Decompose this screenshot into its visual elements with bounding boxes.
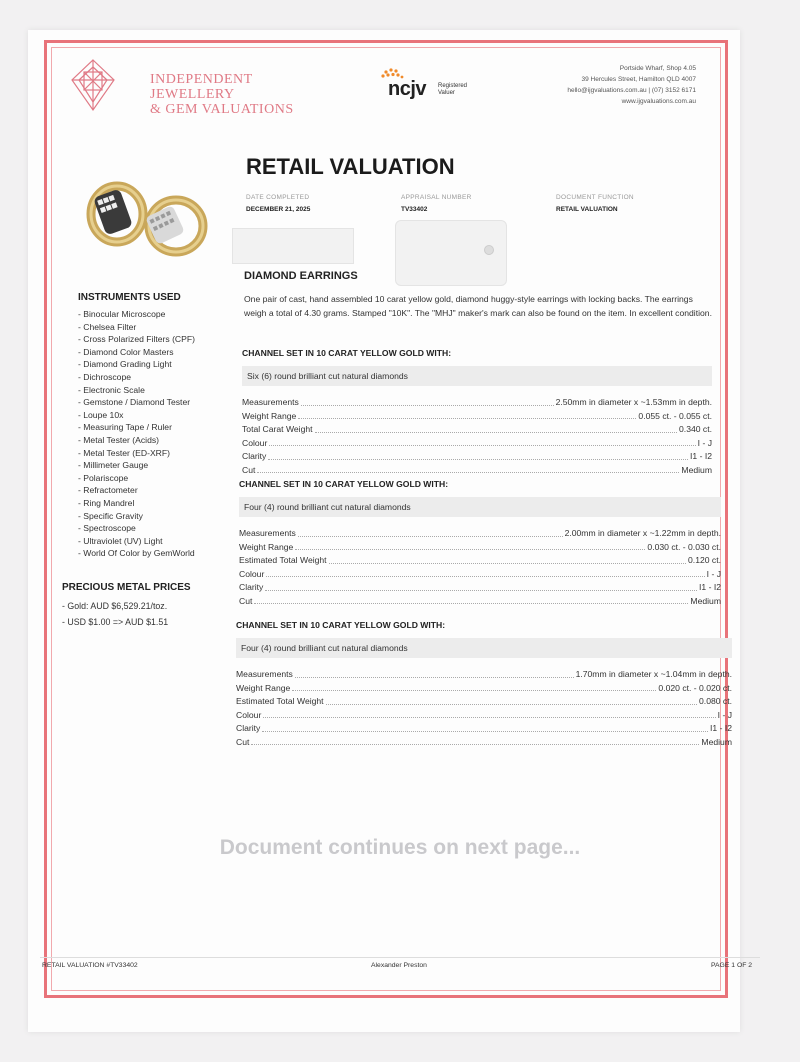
- spec-value: 0.120 ct.: [688, 555, 721, 565]
- dot-leader: [295, 541, 645, 551]
- metal-prices-panel: [62, 582, 191, 630]
- spec-key: Cut: [242, 464, 256, 475]
- section-heading: CHANNEL SET IN 10 CARAT YELLOW GOLD WITH:: [236, 620, 446, 630]
- meta-appraisal-number: [401, 194, 472, 213]
- spec-row: [242, 423, 712, 437]
- spec-value: I1 - I2: [699, 582, 721, 592]
- ncjv-sub-2: Valuer: [438, 90, 455, 96]
- ncjv-sub-1: Registered: [438, 83, 468, 89]
- spec-value: Medium: [681, 464, 712, 475]
- dot-leader: [257, 464, 679, 474]
- list-item: - Ultraviolet (UV) Light: [78, 535, 163, 546]
- footer-page-number: PAGE 1 OF 2: [711, 962, 753, 969]
- dot-leader: [254, 595, 688, 605]
- list-item: - Gemstone / Diamond Tester: [78, 397, 191, 408]
- contact-line: Portside Wharf, Shop 4.05: [619, 65, 696, 72]
- list-item: - Diamond Grading Light: [78, 359, 172, 370]
- stone-section-3: [236, 620, 732, 749]
- list-item: - Loupe 10x: [78, 409, 124, 420]
- spec-row: [236, 668, 732, 682]
- spec-key: Measurements: [236, 669, 293, 679]
- price-item: - USD $1.00 => AUD $1.51: [62, 617, 169, 627]
- spec-value: I - J: [697, 437, 712, 448]
- list-item: - Ring Mandrel: [78, 497, 135, 508]
- section-heading: CHANNEL SET IN 10 CARAT YELLOW GOLD WITH:: [239, 479, 449, 489]
- earrings-photo: [84, 180, 212, 260]
- stone-section-2: [239, 479, 721, 608]
- dot-leader: [251, 736, 699, 746]
- spec-row: [239, 581, 721, 595]
- dot-leader: [295, 668, 574, 678]
- list-item: - Refractometer: [78, 485, 138, 496]
- dot-leader: [263, 709, 715, 719]
- list-item: - Millimeter Gauge: [78, 460, 149, 471]
- spec-value: Medium: [701, 736, 732, 747]
- spec-row: [239, 527, 721, 541]
- section-summary-bar: Four (4) round brilliant cut natural diamonds: [236, 638, 732, 658]
- spec-key: Weight Range: [239, 541, 294, 552]
- list-item: - Measuring Tape / Ruler: [78, 422, 172, 433]
- dot-leader: [292, 682, 656, 692]
- dot-leader: [298, 527, 563, 537]
- dot-leader: [269, 437, 695, 447]
- list-item: - Diamond Color Masters: [78, 346, 174, 357]
- meta-value: DECEMBER 21, 2025: [246, 206, 311, 213]
- spec-value: Medium: [690, 595, 721, 606]
- meta-value: TV33402: [401, 206, 428, 213]
- instruments-title: INSTRUMENTS USED: [78, 292, 181, 303]
- list-item: - Dichroscope: [78, 371, 132, 382]
- spec-row: [236, 682, 732, 696]
- dot-leader: [262, 722, 708, 732]
- dot-leader: [298, 410, 636, 420]
- list-item: - World Of Color by GemWorld: [78, 548, 195, 559]
- page-title: RETAIL VALUATION: [246, 154, 455, 179]
- spec-key: Measurements: [242, 397, 299, 407]
- spec-row: [242, 396, 712, 410]
- item-heading: DIAMOND EARRINGS: [244, 270, 358, 282]
- spec-key: Weight Range: [242, 410, 297, 421]
- spec-value: I1 - I2: [710, 723, 732, 733]
- list-item: - Spectroscope: [78, 523, 136, 534]
- dot-leader: [268, 450, 688, 460]
- spec-value: 1.70mm in diameter x ~1.04mm in depth.: [575, 669, 732, 679]
- price-item: - Gold: AUD $6,529.21/toz.: [62, 601, 168, 611]
- tag-hole-icon: [484, 245, 494, 255]
- meta-label: DOCUMENT FUNCTION: [556, 194, 634, 201]
- spec-key: Clarity: [242, 451, 267, 461]
- list-item: - Metal Tester (ED-XRF): [78, 447, 170, 458]
- dot-leader: [326, 695, 697, 705]
- spec-row: [242, 410, 712, 424]
- spec-row: [239, 541, 721, 555]
- section-summary-bar: Six (6) round brilliant cut natural diamonds: [242, 366, 712, 386]
- spec-row: [239, 568, 721, 582]
- prices-title: PRECIOUS METAL PRICES: [62, 582, 191, 593]
- paper-tag: [395, 220, 507, 286]
- spec-row: [239, 595, 721, 609]
- meta-value: RETAIL VALUATION: [556, 206, 618, 213]
- ncjv-subtitle: [438, 83, 488, 97]
- spec-row: [236, 722, 732, 736]
- spec-value: 0.030 ct. - 0.030 ct.: [647, 541, 721, 552]
- continues-notice: Document continues on next page...: [219, 836, 581, 859]
- spec-key: Total Carat Weight: [242, 424, 313, 434]
- brand-name: [150, 72, 320, 117]
- meta-label: DATE COMPLETED: [246, 194, 310, 201]
- spec-key: Colour: [236, 709, 262, 720]
- spec-key: Colour: [242, 437, 268, 448]
- spec-value: I1 - I2: [690, 451, 712, 461]
- spec-key: Weight Range: [236, 682, 291, 693]
- spec-value: 2.00mm in diameter x ~1.22mm in depth.: [564, 528, 721, 538]
- spec-row: [236, 736, 732, 750]
- spec-value: 0.080 ct.: [699, 696, 732, 706]
- list-item: - Metal Tester (Acids): [78, 434, 160, 445]
- spec-row: [236, 709, 732, 723]
- instruments-panel: [78, 292, 195, 560]
- spec-value: 0.340 ct.: [679, 424, 712, 434]
- spec-key: Cut: [236, 736, 250, 747]
- list-item: - Binocular Microscope: [78, 309, 166, 319]
- spec-row: [239, 554, 721, 568]
- list-item: - Chelsea Filter: [78, 321, 137, 332]
- spec-row: [242, 450, 712, 464]
- paper-tag: [232, 228, 354, 264]
- spec-key: Measurements: [239, 528, 296, 538]
- meta-date: [246, 194, 310, 213]
- dot-leader: [315, 423, 677, 433]
- list-item: - Specific Gravity: [78, 510, 143, 521]
- spec-key: Cut: [239, 595, 253, 606]
- dot-leader: [265, 581, 697, 591]
- section-summary-bar: Four (4) round brilliant cut natural diamonds: [239, 497, 721, 517]
- brand-logo-icon: [70, 58, 116, 112]
- contact-line: 39 Hercules Street, Hamilton QLD 4007: [581, 76, 696, 83]
- dot-leader: [329, 554, 686, 564]
- footer-signatory: Alexander Preston: [371, 962, 427, 969]
- spec-key: Estimated Total Weight: [239, 555, 327, 565]
- spec-row: [242, 437, 712, 451]
- spec-key: Colour: [239, 568, 265, 579]
- spec-row: [236, 695, 732, 709]
- list-item: - Polariscope: [78, 472, 129, 483]
- spec-value: 0.055 ct. - 0.055 ct.: [638, 410, 712, 421]
- list-item: - Electronic Scale: [78, 384, 145, 395]
- contact-details: [567, 63, 696, 107]
- meta-label: APPRAISAL NUMBER: [401, 194, 472, 201]
- item-description: One pair of cast, hand assembled 10 carat yellow gold, diamond huggy-style earrings with locking backs. The earrings weigh a total of 4.30 grams. Stamped "10K". The "MHJ" maker's mark can also be found on the item. In excellent condition.: [244, 294, 712, 318]
- footer-divider: [40, 957, 760, 958]
- meta-document-function: [556, 194, 634, 213]
- stone-section-1: [242, 348, 712, 477]
- spec-row: [242, 464, 712, 478]
- brand-line-2: & GEM VALUATIONS: [150, 102, 294, 117]
- spec-key: Estimated Total Weight: [236, 696, 324, 706]
- contact-line: www.ijgvaluations.com.au: [621, 98, 696, 105]
- spec-value: I - J: [717, 709, 732, 720]
- dot-leader: [266, 568, 704, 578]
- spec-key: Clarity: [236, 723, 261, 733]
- section-heading: CHANNEL SET IN 10 CARAT YELLOW GOLD WITH:: [242, 348, 452, 358]
- spec-key: Clarity: [239, 582, 264, 592]
- ncjv-wordmark: ncjv: [388, 78, 427, 100]
- footer-reference: RETAIL VALUATION #TV33402: [42, 962, 138, 969]
- instruments-list: [78, 308, 195, 560]
- list-item: - Cross Polarized Filters (CPF): [78, 334, 195, 345]
- dot-leader: [301, 396, 554, 406]
- spec-value: 2.50mm in diameter x ~1.53mm in depth.: [555, 397, 712, 407]
- brand-line-1: INDEPENDENT JEWELLERY: [150, 72, 253, 102]
- contact-line: hello@ijgvaluations.com.au | (07) 3152 6171: [567, 87, 696, 94]
- spec-value: 0.020 ct. - 0.020 ct.: [658, 682, 732, 693]
- spec-value: I - J: [706, 568, 721, 579]
